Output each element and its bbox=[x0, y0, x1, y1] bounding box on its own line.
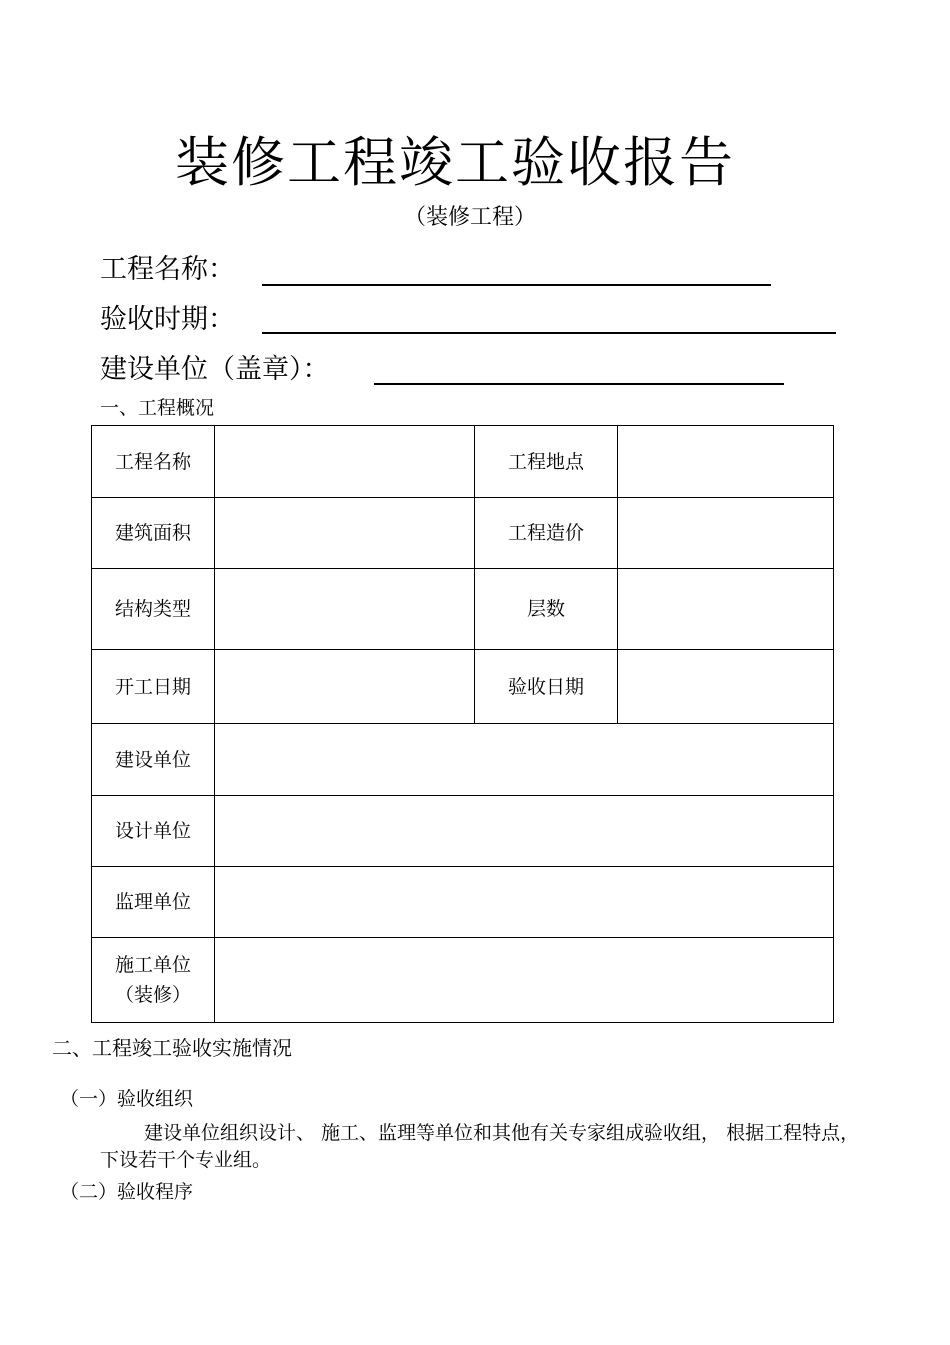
cell-label: 验收日期 bbox=[475, 650, 618, 724]
project-overview-table bbox=[91, 425, 834, 1023]
document-subtitle: （装修工程） bbox=[403, 205, 536, 230]
cell-value[interactable] bbox=[215, 938, 834, 1023]
acceptance-period-label: 验收时期： bbox=[100, 304, 235, 335]
project-name-label: 工程名称： bbox=[100, 254, 235, 285]
table-row bbox=[92, 867, 834, 938]
cell-label: （装修） bbox=[114, 984, 191, 1006]
subsection-2-heading: （二）验收程序 bbox=[60, 1181, 194, 1203]
table-row bbox=[92, 796, 834, 867]
cell-value[interactable] bbox=[618, 569, 834, 650]
table-row bbox=[92, 569, 834, 650]
cell-label: 工程名称 bbox=[92, 426, 215, 498]
cell-value[interactable] bbox=[618, 498, 834, 569]
cell-label: 建筑面积 bbox=[92, 498, 215, 569]
table-row bbox=[92, 938, 834, 1023]
project-name-line[interactable] bbox=[262, 284, 771, 286]
cell-label: 工程造价 bbox=[475, 498, 618, 569]
section-1-heading: 一、工程概况 bbox=[100, 397, 215, 419]
cell-value[interactable] bbox=[215, 867, 834, 938]
cell-label: 建设单位 bbox=[92, 724, 215, 796]
cell-value[interactable] bbox=[215, 569, 475, 650]
cell-label: 开工日期 bbox=[92, 650, 215, 724]
cell-value[interactable] bbox=[215, 498, 475, 569]
document-title: 装修工程竣工验收报告 bbox=[175, 131, 735, 194]
cell-value[interactable] bbox=[618, 426, 834, 498]
cell-label: 监理单位 bbox=[92, 867, 215, 938]
table-row bbox=[92, 426, 834, 498]
section-2-heading: 二、工程竣工验收实施情况 bbox=[52, 1036, 292, 1060]
table-row bbox=[92, 650, 834, 724]
subsection-1-heading: （一）验收组织 bbox=[60, 1088, 194, 1110]
cell-value[interactable] bbox=[215, 724, 834, 796]
cell-label: 层数 bbox=[475, 569, 618, 650]
builder-stamp-label: 建设单位（盖章）： bbox=[100, 354, 330, 385]
cell-value[interactable] bbox=[215, 796, 834, 867]
cell-label: 设计单位 bbox=[92, 796, 215, 867]
cell-label: 施工单位 bbox=[114, 954, 191, 976]
table-row bbox=[92, 724, 834, 796]
cell-label: 结构类型 bbox=[92, 569, 215, 650]
table-row bbox=[92, 498, 834, 569]
acceptance-period-line[interactable] bbox=[262, 332, 836, 334]
builder-stamp-line[interactable] bbox=[374, 383, 784, 385]
cell-value[interactable] bbox=[618, 650, 834, 724]
acceptance-organization-paragraph: 建设单位组织设计、 施工、监理等单位和其他有关专家组成验收组， 根据工程特点，下设若干个专业组。 bbox=[100, 1122, 860, 1171]
cell-label: 工程地点 bbox=[475, 426, 618, 498]
contractor-label-cell bbox=[92, 938, 215, 1023]
cell-value[interactable] bbox=[215, 650, 475, 724]
cell-value[interactable] bbox=[215, 426, 475, 498]
